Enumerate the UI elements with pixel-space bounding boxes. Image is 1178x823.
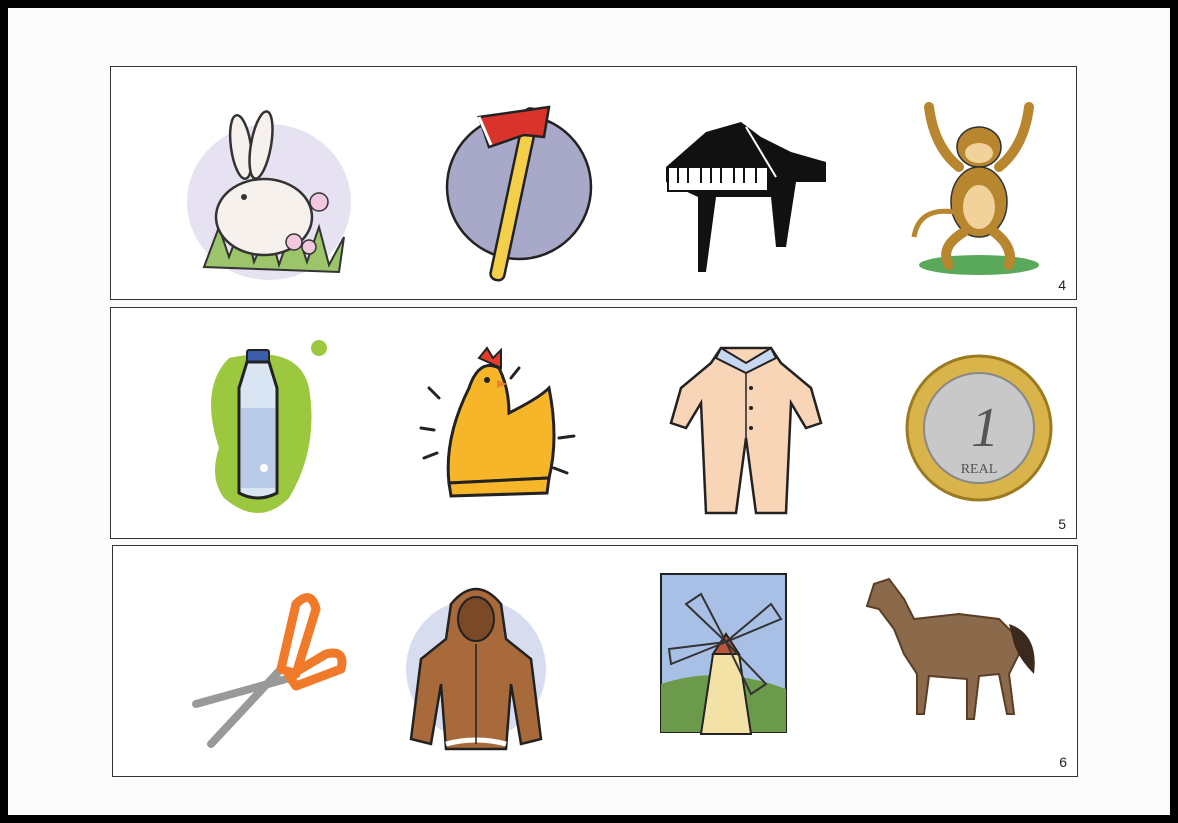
piano-icon bbox=[646, 87, 846, 287]
fur-coat-icon bbox=[381, 564, 581, 764]
axe-icon bbox=[409, 87, 609, 287]
rabbit-icon bbox=[169, 87, 369, 287]
scissors-icon bbox=[171, 564, 371, 764]
bottle-icon bbox=[169, 328, 369, 528]
coin-icon bbox=[879, 328, 1079, 528]
row-number: 6 bbox=[1059, 754, 1067, 770]
row-6-panel bbox=[112, 545, 1078, 777]
hen-icon bbox=[409, 328, 609, 528]
monkey-icon bbox=[879, 87, 1079, 287]
row-number: 5 bbox=[1058, 516, 1066, 532]
horse-icon bbox=[849, 564, 1049, 764]
row-5-panel bbox=[110, 307, 1077, 539]
windmill-icon bbox=[631, 564, 831, 764]
baby-onesie-icon bbox=[646, 328, 846, 528]
coin-currency: REAL bbox=[960, 462, 998, 477]
coin-value: 1 bbox=[971, 397, 999, 459]
row-4-panel bbox=[110, 66, 1077, 300]
worksheet-page bbox=[8, 8, 1170, 815]
row-number: 4 bbox=[1058, 277, 1066, 293]
